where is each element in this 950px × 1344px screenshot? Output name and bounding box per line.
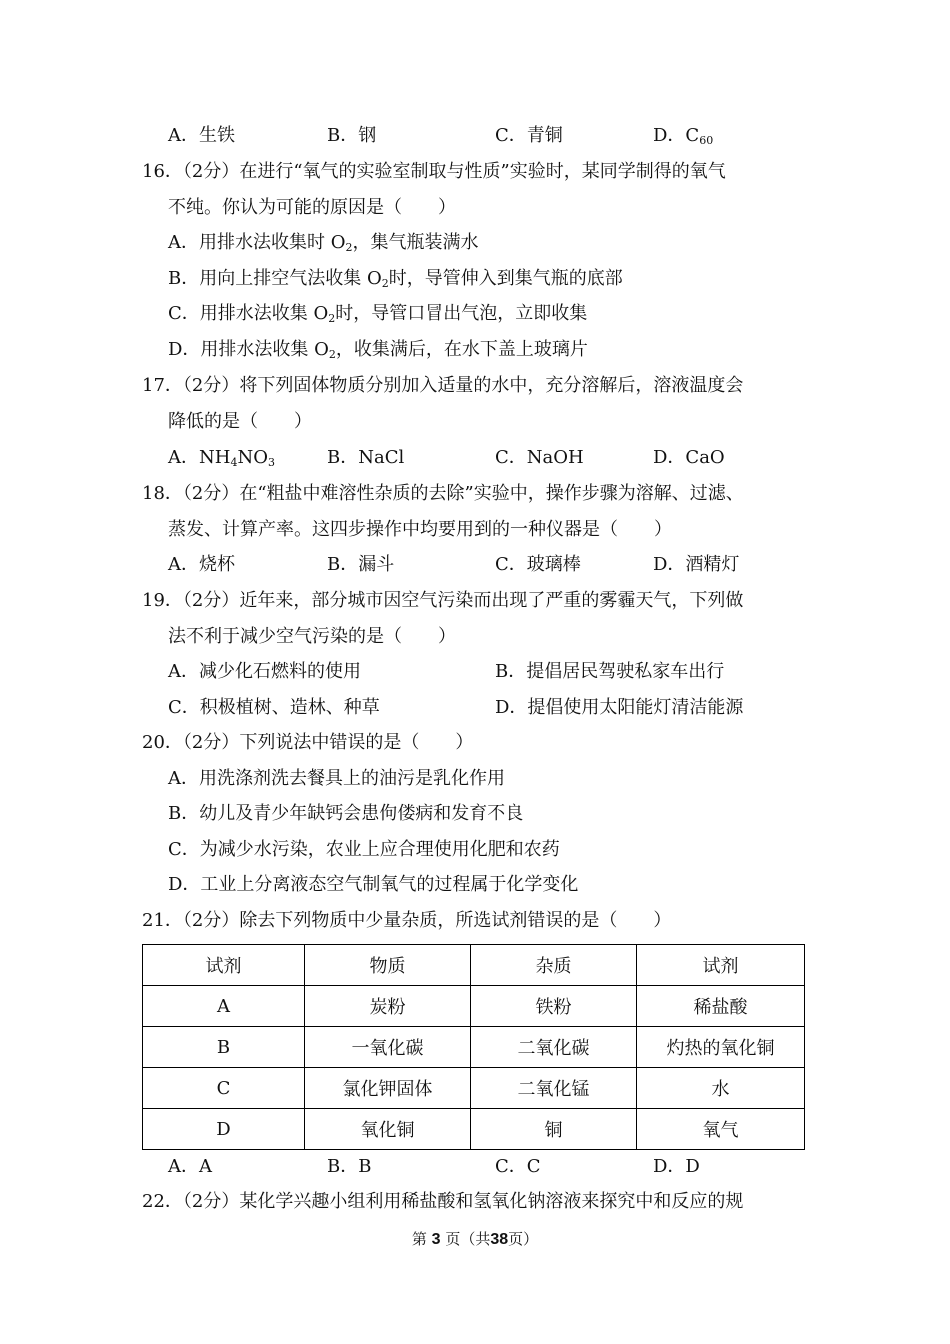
q21-reagent-table: [142, 944, 805, 1150]
table-row: [143, 1109, 805, 1150]
q17-option-c: C．NaOH: [495, 447, 584, 468]
q19-option-a: A．减少化石燃料的使用: [168, 661, 361, 682]
q19-option-b: B．提倡居民驾驶私家车出行: [495, 661, 725, 682]
table-cell: 氧气: [637, 1109, 805, 1150]
q20-option-a: A．用洗涤剂洗去餐具上的油污是乳化作用: [168, 768, 505, 789]
q22-stem: 22．（2分）某化学兴趣小组利用稀盐酸和氢氧化钠溶液来探究中和反应的规: [142, 1191, 744, 1212]
page-footer: 第 3 页（共38页）: [411, 1230, 539, 1248]
table-cell: 二氧化锰: [471, 1068, 637, 1109]
table-cell: 氧化铜: [305, 1109, 471, 1150]
q15-option-d: D．$C_{60}$: [653, 125, 714, 147]
q16-option-c: C．用排水法收集 $O_2$时，导管口冒出气泡，立即收集: [168, 303, 588, 325]
total-pages: 38: [490, 1231, 509, 1248]
table-header-cell: 杂质: [471, 945, 637, 986]
table-cell: D: [143, 1109, 305, 1150]
table-cell: B: [143, 1027, 305, 1068]
q19-stem-line2: 法不利于减少空气污染的是（ ）: [168, 626, 456, 647]
q16-option-b: B．用向上排空气法收集 $O_2$时，导管伸入到集气瓶的底部: [168, 268, 623, 290]
q20-option-c: C．为减少水污染，农业上应合理使用化肥和农药: [168, 839, 560, 860]
table-header-cell: 试剂: [143, 945, 305, 986]
q17-option-b: B．NaCl: [327, 447, 405, 468]
q18-option-d: D．酒精灯: [653, 554, 740, 575]
q18-option-c: C．玻璃棒: [495, 554, 581, 575]
table-header-cell: 试剂: [637, 945, 805, 986]
q17-option-d: D．CaO: [653, 447, 725, 468]
q18-stem-line1: 18．（2分）在“粗盐中难溶性杂质的去除”实验中，操作步骤为溶解、过滤、: [142, 483, 744, 504]
table-cell: 铜: [471, 1109, 637, 1150]
q15-option-a: A．生铁: [168, 125, 235, 146]
q17-stem-line2: 降低的是（ ）: [168, 411, 312, 432]
q21-option-b: B．B: [327, 1156, 372, 1177]
table-row: [143, 1027, 805, 1068]
table-row: [143, 1068, 805, 1109]
q15-option-b: B．钢: [327, 125, 377, 146]
q19-option-d: D．提倡使用太阳能灯清洁能源: [495, 697, 744, 718]
table-cell: 二氧化碳: [471, 1027, 637, 1068]
q19-stem-line1: 19．（2分）近年来，部分城市因空气污染而出现了严重的雾霾天气，下列做: [142, 590, 744, 611]
table-header-cell: 物质: [305, 945, 471, 986]
table-cell: 铁粉: [471, 986, 637, 1027]
page-number: 3: [431, 1231, 441, 1248]
table-cell: 灼热的氧化铜: [637, 1027, 805, 1068]
q21-stem: 21．（2分）除去下列物质中少量杂质，所选试剂错误的是（ ）: [142, 910, 672, 931]
table-cell: 氯化钾固体: [305, 1068, 471, 1109]
q16-stem-line1: 16．（2分）在进行“氧气的实验室制取与性质”实验时，某同学制得的氧气: [142, 161, 726, 182]
q18-option-a: A．烧杯: [168, 554, 235, 575]
q18-option-b: B．漏斗: [327, 554, 395, 575]
table-row: [143, 986, 805, 1027]
table-cell: 水: [637, 1068, 805, 1109]
table-cell: C: [143, 1068, 305, 1109]
table-cell: 一氧化碳: [305, 1027, 471, 1068]
q17-option-a: A．$NH_4NO_3$: [168, 447, 275, 469]
q17-stem-line1: 17．（2分）将下列固体物质分别加入适量的水中，充分溶解后，溶液温度会: [142, 375, 744, 396]
q15-option-c: C．青铜: [495, 125, 563, 146]
q21-option-c: C．C: [495, 1156, 541, 1177]
q20-stem: 20．（2分）下列说法中错误的是（ ）: [142, 732, 474, 753]
table-cell: A: [143, 986, 305, 1027]
q20-option-d: D．工业上分离液态空气制氧气的过程属于化学变化: [168, 874, 579, 895]
q21-option-a: A．A: [168, 1156, 212, 1177]
q21-option-d: D．D: [653, 1156, 700, 1177]
q18-stem-line2: 蒸发、计算产率。这四步操作中均要用到的一种仪器是（ ）: [168, 519, 672, 540]
q16-option-a: A．用排水法收集时 $O_2$，集气瓶装满水: [168, 232, 479, 254]
table-cell: 炭粉: [305, 986, 471, 1027]
q16-option-d: D．用排水法收集 $O_2$，收集满后，在水下盖上玻璃片: [168, 339, 588, 361]
q16-stem-line2: 不纯。你认为可能的原因是（ ）: [168, 197, 456, 218]
table-cell: 稀盐酸: [637, 986, 805, 1027]
table-header-row: [143, 945, 805, 986]
q20-option-b: B．幼儿及青少年缺钙会患佝偻病和发育不良: [168, 803, 524, 824]
q19-option-c: C．积极植树、造林、种草: [168, 697, 380, 718]
